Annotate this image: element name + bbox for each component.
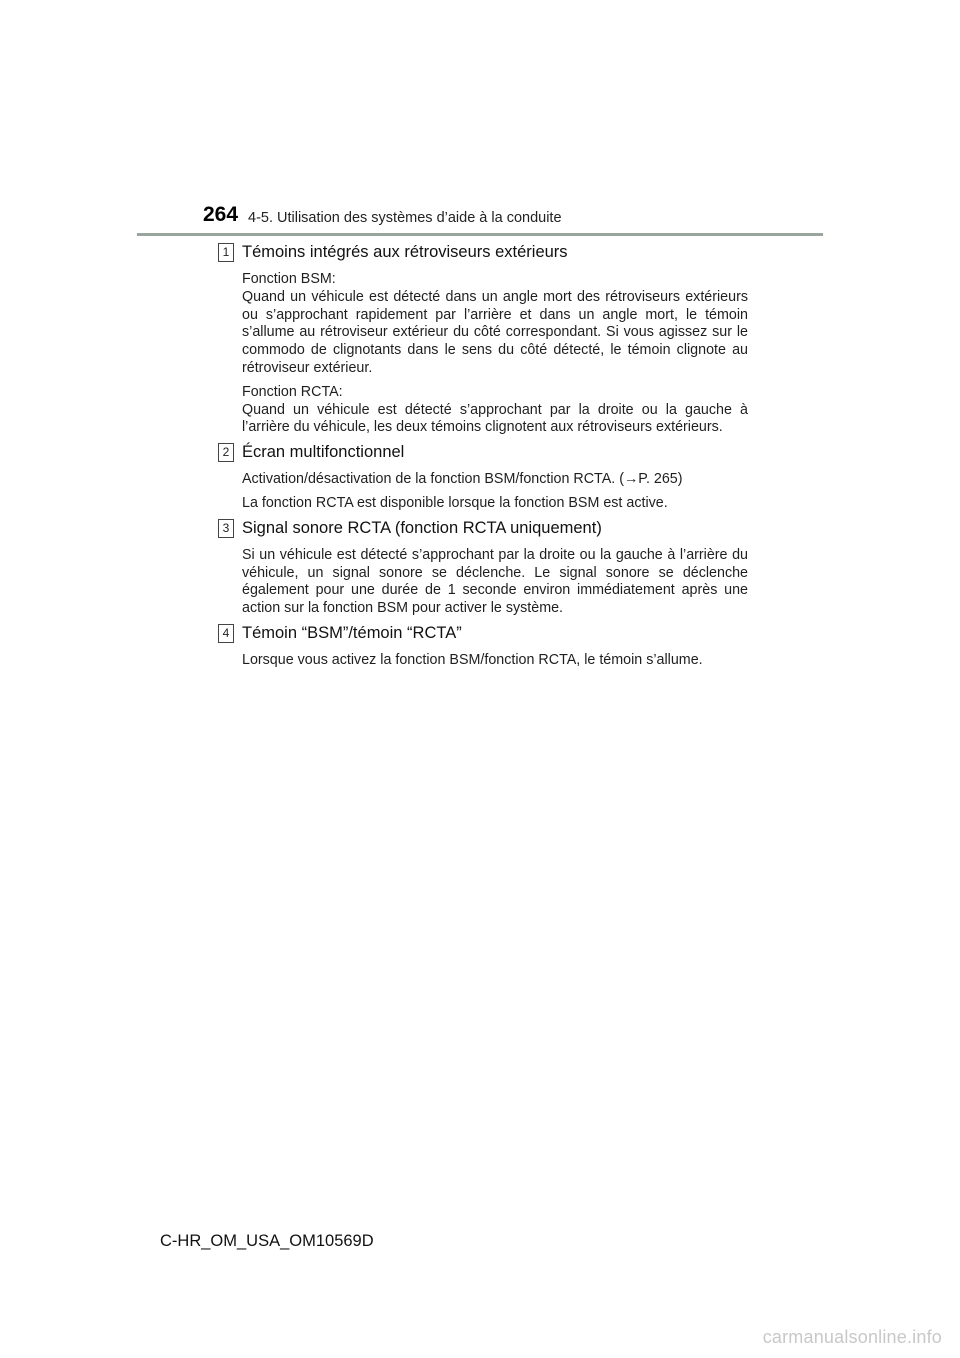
item-number-badge: 2 (218, 443, 234, 462)
item-paragraph (242, 271, 748, 378)
item-1 (218, 243, 748, 437)
item-title: Signal sonore RCTA (fonction RCTA uniquement) (242, 518, 602, 537)
content (218, 243, 748, 676)
watermark: carmanualsonline.info (762, 1327, 942, 1347)
item-3 (218, 519, 748, 618)
page-header (203, 203, 823, 235)
item-2 (218, 443, 748, 513)
item-paragraph (242, 384, 748, 437)
rcta-label: Fonction RCTA: (242, 383, 343, 400)
section-title: 4-5. Utilisation des systèmes d’aide à la conduite (248, 210, 562, 226)
bsm-label: Fonction BSM: (242, 271, 336, 287)
item-paragraph: Si un véhicule est détecté s’approchant par la droite ou la gauche à l’arrière du véhicule, un signal sonore se déclenche. Le signal sonore se déclenche également pour une durée de 1 seconde environ immédiatement après une action sur la fonction BSM pour activer le système. (242, 546, 748, 617)
rcta-description: Quand un véhicule est détecté s’approchant par la droite ou la gauche à l’arrière du véhicule, les deux témoins clignotent aux rétroviseurs extérieurs. (242, 401, 748, 436)
bsm-description: Quand un véhicule est détecté dans un angle mort des rétroviseurs extérieurs ou s’approchant rapidement par l’arrière et dans un angle mort, le témoin s’allume au rétroviseur extérieur du côté correspondant. Si vous agissez sur le commodo de clignotants dans le sens du côté détecté, le témoin clignote au rétroviseur extérieur. (242, 288, 748, 376)
document-code: C-HR_OM_USA_OM10569D (160, 1232, 374, 1250)
item-paragraph: Lorsque vous activez la fonction BSM/fonction RCTA, le témoin s’allume. (242, 651, 703, 668)
item-paragraph: Activation/désactivation de la fonction BSM/fonction RCTA. (→P. 265) (242, 471, 683, 488)
item-title: Témoins intégrés aux rétroviseurs extérieurs (242, 243, 568, 261)
item-number-badge: 1 (218, 243, 234, 262)
item-title: Écran multifonctionnel (242, 443, 405, 462)
item-paragraph: La fonction RCTA est disponible lorsque la fonction BSM est active. (242, 494, 668, 511)
item-title: Témoin “BSM”/témoin “RCTA” (242, 623, 462, 642)
item-number-badge: 4 (218, 624, 234, 643)
item-number-badge: 3 (218, 519, 234, 538)
item-4 (218, 624, 748, 670)
page-number: 264 (203, 203, 239, 226)
header-divider (137, 233, 823, 236)
